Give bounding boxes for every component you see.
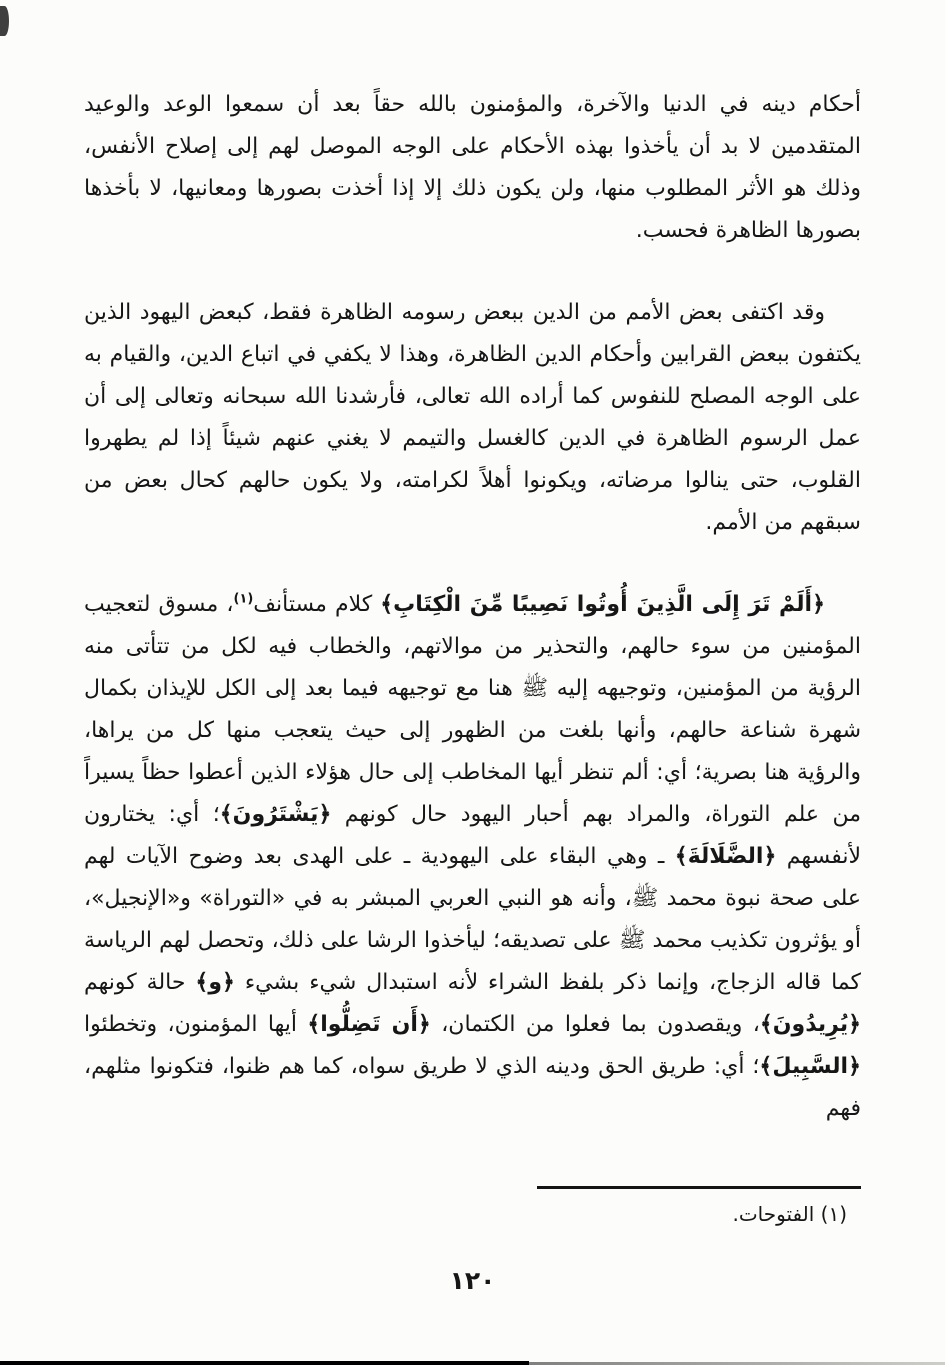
paragraph [84,84,861,252]
body-text-run: ، مسوق لتعجيب المؤمنين من سوء حالهم، والتحذير من موالاتهم، والخطاب فيه لكل من تتأتى منه الرؤية من المؤمنين، وتوجيهه إليه ﷺ هنا مع توجيهه فيما بعد إلى الكل للإيذان بكمال شهرة شناعة حالهم، وأنها بلغت من الظهور إلى حيث يتعجب منها كل من يراها، والرؤية هنا بصرية؛ أي: ألم تنظر أيها المخاطب إلى حال هؤلاء الذين أعطوا حظاً يسيراً من علم التوراة، والمراد بهم أحبار اليهود حال كونهم [84,592,861,827]
scan-artifact-top-left [0,6,9,36]
body-text-run: كلام مستأنف [253,592,381,617]
body-text-run: حالة كونهم [84,970,196,995]
footnote-ref: (١) [233,591,254,607]
quran-quote: ﴿و﴾ [195,970,235,995]
text-block [84,84,861,1170]
quran-quote: ﴿أَلَمْ تَرَ إِلَى الَّذِينَ أُوتُوا نَصِيبًا مِّنَ الْكِتَابِ﴾ [380,592,825,617]
body-text-run: أحكام دينه في الدنيا والآخرة، والمؤمنون بالله حقاً بعد أن سمعوا الوعد والوعيد المتقدمين لا بد أن يأخذوا بهذه الأحكام على الوجه الموصل لهم إلى إصلاح الأنفس، وذلك هو الأثر المطلوب منها، ولن يكون ذلك إلا إذا أخذت بصورها ومعانيها، لا بأخذها بصورها الظاهرة فحسب. [84,92,861,243]
body-text-run: ؛ أي: طريق الحق ودينه الذي لا طريق سواه، كما هم ظنوا، فتكونوا مثلهم، فهم [84,1054,861,1121]
body-text-run: وقد اكتفى بعض الأمم من الدين ببعض رسومه الظاهرة فقط، كبعض اليهود الذين يكتفون ببعض القرابين وأحكام الدين الظاهرة، وهذا لا يكفي في اتباع الدين، والقيام به على الوجه المصلح للنفوس كما أراده الله تعالى، فأرشدنا الله سبحانه وتعالى إلى أن عمل الرسوم الظاهرة في الدين كالغسل والتيمم لا يغني عنهم شيئاً إذا لم يطهروا القلوب، حتى ينالوا مرضاته، ويكونوا أهلاً لكرامته، ولا يكون حالهم كحال بعض من سبقهم من الأمم. [84,300,861,535]
footnote-separator [537,1186,861,1189]
paragraph [84,292,861,544]
footnote-text: (١) الفتوحات. [732,1202,847,1226]
body-text-run: ـ وهي البقاء على اليهودية ـ على الهدى بعد وضوح الآيات لهم على صحة نبوة محمد ﷺ، وأنه هو النبي العربي المبشر به في «التوراة» و«الإنجيل»، أو يؤثرون تكذيب محمد ﷺ على تصديقه؛ ليأخذوا الرشا على ذلك، وتحصل لهم الرياسة كما قاله الزجاج، وإنما ذكر بلفظ الشراء لأنه استبدال شيء بشيء [84,844,861,995]
quran-quote: ﴿يُرِيدُونَ﴾ [759,1012,861,1037]
paragraph [84,584,861,1130]
scan-artifact-bottom-edge [0,1361,529,1365]
quran-quote: ﴿يَشْتَرُونَ﴾ [219,802,332,827]
body-text-run: أيها المؤمنون، وتخطئوا [84,1012,308,1037]
footnote-area [84,1186,861,1229]
page-number: ١٢٠ [449,1266,496,1295]
body-text-run: ؛ أي: يختارون لأنفسهم [84,802,861,869]
body-text-run: ، ويقصدون بما فعلوا من الكتمان، [430,1012,760,1037]
quran-quote: ﴿الضَّلَالَةَ﴾ [674,844,777,869]
quran-quote: ﴿أَن تَضِلُّوا﴾ [307,1012,431,1037]
quran-quote: ﴿السَّبِيلَ﴾ [759,1054,861,1079]
